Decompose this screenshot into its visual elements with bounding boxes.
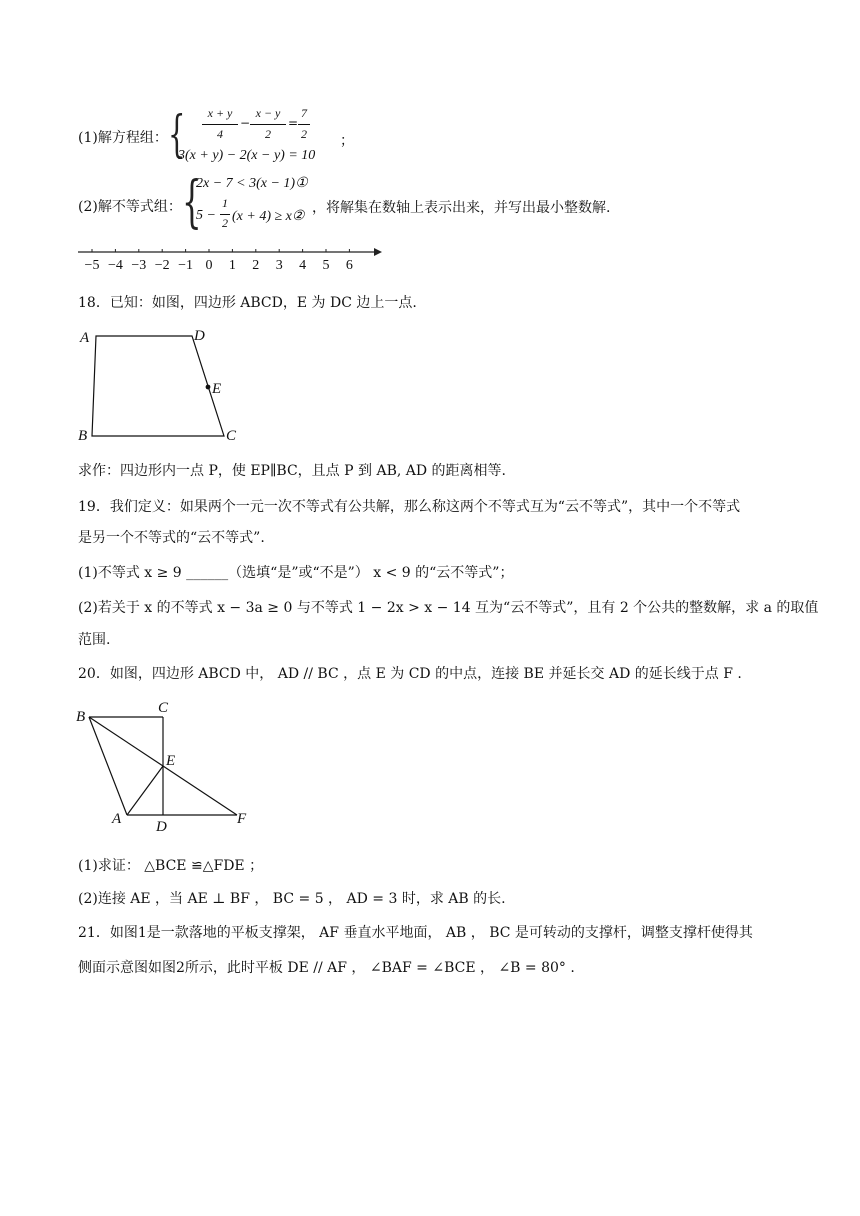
number-line-tick-label: 1 bbox=[228, 258, 236, 273]
label-f: F bbox=[237, 811, 247, 827]
fraction-denominator: 4 bbox=[217, 127, 223, 141]
minus-sign: − bbox=[240, 116, 251, 130]
point-e bbox=[206, 385, 211, 390]
q21-line2: 侧面示意图如图2所示，此时平板 DE // AF ， ∠BAF = ∠BCE ， ∠B = 80° . bbox=[78, 960, 575, 976]
label-e: E bbox=[166, 753, 176, 769]
fraction-bar bbox=[298, 124, 310, 125]
label-a: A bbox=[80, 330, 90, 346]
fraction-numerator: x + y bbox=[207, 106, 233, 120]
q20-figure bbox=[74, 698, 264, 838]
q18-task: 求作：四边形内一点 P，使 EP∥BC，且点 P 到 AB, AD 的距离相等. bbox=[78, 463, 506, 479]
number-line-tick-label: 0 bbox=[205, 258, 213, 273]
q20-stem: 20．如图，四边形 ABCD 中， AD // BC ，点 E 为 CD 的中点，连接 BE 并延长交 AD 的延长线于点 F . bbox=[78, 666, 742, 682]
q17-ineq1: 2x − 7 < 3(x − 1)① bbox=[196, 176, 308, 191]
number-line-tick-label: 5 bbox=[322, 258, 330, 273]
label-a: A bbox=[112, 811, 122, 827]
q19-part2-line2: 范围. bbox=[78, 632, 111, 648]
q21-line1: 21．如图1是一款落地的平板支撑架， AF 垂直水平地面， AB ， BC 是可转动的支撑杆，调整支撑杆使得其 bbox=[78, 925, 753, 941]
q19-stem-line1: 19．我们定义：如果两个一元一次不等式有公共解，那么称这两个不等式互为“云不等式”，其中一个不等式 bbox=[78, 499, 741, 515]
q17-part2-label: (2)解不等式组： bbox=[78, 199, 182, 215]
fraction-numerator: 1 bbox=[222, 196, 228, 210]
fraction-denominator: 2 bbox=[265, 127, 271, 141]
fraction-bar bbox=[202, 124, 238, 125]
number-line-tick-label: −2 bbox=[154, 258, 170, 273]
q17-part2-instruction: ，将解集在数轴上表示出来，并写出最小整数解. bbox=[312, 200, 611, 216]
number-line bbox=[74, 242, 394, 276]
q17-eq2: 3(x + y) − 2(x − y) = 10 bbox=[178, 148, 316, 163]
fraction-denominator: 2 bbox=[301, 127, 307, 141]
number-line-tick-label: 6 bbox=[345, 258, 353, 273]
label-c: C bbox=[158, 700, 169, 716]
number-line-arrow bbox=[374, 248, 382, 256]
q19-part2-line1: (2)若关于 x 的不等式 x − 3a ≥ 0 与不等式 1 − 2x > x − 14 互为“云不等式”，且有 2 个公共的整数解，求 a 的取值 bbox=[78, 600, 819, 616]
label-b: B bbox=[78, 428, 88, 444]
system-brace: { bbox=[168, 105, 186, 163]
label-e: E bbox=[212, 381, 222, 397]
label-d: D bbox=[194, 328, 205, 344]
q17-ineq2-end: (x + 4) ≥ x② bbox=[232, 209, 305, 224]
q17-ineq2-start: 5 − bbox=[196, 208, 216, 223]
fraction-numerator: 7 bbox=[301, 106, 307, 120]
q19-stem-line2: 是另一个不等式的“云不等式”. bbox=[78, 530, 265, 546]
q18-stem: 18．已知：如图，四边形 ABCD，E 为 DC 边上一点. bbox=[78, 295, 417, 311]
label-d: D bbox=[156, 819, 167, 835]
label-b: B bbox=[76, 709, 86, 725]
number-line-tick-label: −4 bbox=[107, 258, 123, 273]
number-line-tick-label: −3 bbox=[131, 258, 147, 273]
number-line-tick-label: 3 bbox=[275, 258, 283, 273]
fraction-numerator: x − y bbox=[255, 106, 281, 120]
equals-sign: = bbox=[288, 116, 299, 130]
number-line-tick-label: −5 bbox=[84, 258, 100, 273]
q20-part1: (1)求证： △BCE ≌△FDE ； bbox=[78, 858, 264, 874]
q17-part1-end: ； bbox=[340, 133, 354, 149]
q20-part2: (2)连接 AE ，当 AE ⊥ BF ， BC = 5 ， AD = 3 时，求 AB 的长. bbox=[78, 891, 506, 907]
fraction-bar bbox=[250, 124, 286, 125]
q17-part1-label: (1)解方程组： bbox=[78, 130, 168, 146]
fraction-bar bbox=[220, 214, 230, 215]
quadrilateral-abcd bbox=[92, 336, 224, 436]
q19-part1: (1)不等式 x ≥ 9 ______（选填“是”或“不是”） x < 9 的“云不等式”； bbox=[78, 565, 514, 581]
number-line-tick-label: −1 bbox=[178, 258, 194, 273]
label-c: C bbox=[226, 428, 237, 444]
q18-figure-quadrilateral bbox=[74, 322, 254, 446]
number-line-tick-label: 2 bbox=[252, 258, 260, 273]
fraction-denominator: 2 bbox=[222, 216, 228, 230]
system-brace: { bbox=[182, 170, 202, 235]
number-line-tick-label: 4 bbox=[299, 258, 307, 273]
